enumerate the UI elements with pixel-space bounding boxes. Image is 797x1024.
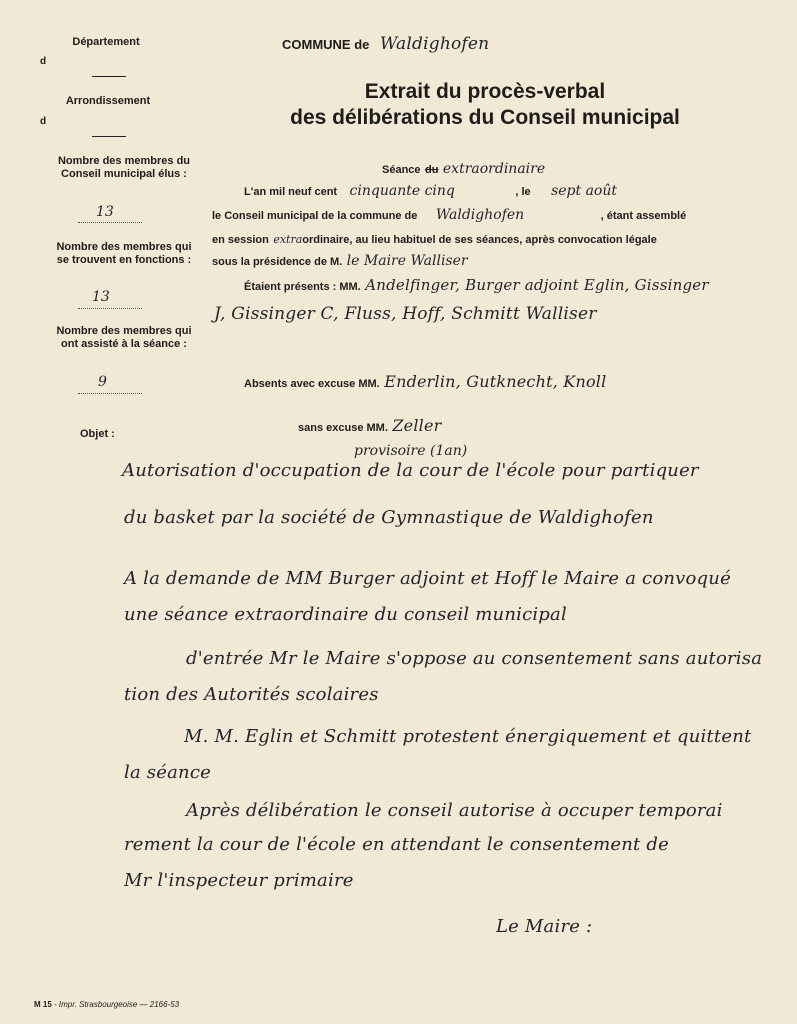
en-fonctions-label: Nombre des membres qui se trouvent en fonctions : <box>56 241 192 266</box>
arrondissement-rule <box>92 136 126 137</box>
presents-line-1: Andelfinger, Burger adjoint Eglin, Gissinger <box>365 276 709 294</box>
objet-label: Objet : <box>80 428 115 440</box>
body-line-5: d'entrée Mr le Maire s'oppose au consentement sans autorisa <box>186 648 763 669</box>
year-line <box>244 182 617 200</box>
page-title <box>245 79 725 131</box>
assiste-rule <box>78 393 142 394</box>
arrondissement-prefix: d <box>40 116 47 127</box>
session-rest: ordinaire, au lieu habituel de ses séances, après convocation légale <box>302 234 657 246</box>
title-line-2: des délibérations du Conseil municipal <box>290 106 680 129</box>
presents-label: Étaient présents : MM. <box>244 281 361 293</box>
departement-prefix: d <box>40 56 47 67</box>
body-line-11: Mr l'inspecteur primaire <box>124 870 354 891</box>
body-line-3: A la demande de MM Burger adjoint et Hoff le Maire a convoqué <box>124 568 731 589</box>
footer-code: M 15 <box>34 1000 52 1009</box>
departement-rule <box>92 76 126 77</box>
body-line-8: la séance <box>124 762 211 783</box>
body-line-9: Après délibération le conseil autorise à occuper temporai <box>186 800 723 821</box>
footer <box>34 1000 179 1009</box>
seance-value: extraordinaire <box>442 161 546 177</box>
presents-line-2: J, Gissinger C, Fluss, Hoff, Schmitt Walliser <box>214 304 597 324</box>
seance-line <box>382 160 545 178</box>
conseil-commune-value: Waldighofen <box>435 207 525 223</box>
seance-struck: du <box>424 164 439 176</box>
insert-note: provisoire (1an) <box>354 443 468 459</box>
body-line-4: une séance extraordinaire du conseil municipal <box>124 604 567 625</box>
an-label: L'an mil neuf cent <box>244 186 338 198</box>
absents-value: Enderlin, Gutknecht, Knoll <box>384 372 607 391</box>
date-value: sept août <box>551 183 618 199</box>
assiste-value: 9 <box>98 374 107 390</box>
session-line <box>212 230 657 248</box>
session-label: en session <box>212 234 269 246</box>
sans-label: sans excuse MM. <box>298 422 388 434</box>
assiste-label: Nombre des membres qui ont assisté à la séance : <box>56 325 192 350</box>
elus-rule <box>78 222 142 223</box>
commune-label: COMMUNE de <box>282 37 370 52</box>
body-line-1: Autorisation d'occupation de la cour de l'école pour partiquer <box>122 460 699 481</box>
commune-value: Waldighofen <box>379 34 490 54</box>
departement-label: Département <box>72 36 140 48</box>
presents-line <box>244 276 709 295</box>
year-value: cinquante cinq <box>349 183 455 199</box>
absents-line <box>244 372 606 392</box>
elus-label: Nombre des membres du Conseil municipal élus : <box>57 155 191 180</box>
body-line-10: rement la cour de l'école en attendant le consentement de <box>124 834 669 855</box>
signature-line: Le Maire : <box>496 916 593 937</box>
en-fonctions-rule <box>78 308 142 309</box>
presidence-label: sous la présidence de M. <box>212 256 343 268</box>
body-line-7: M. M. Eglin et Schmitt protestent énergiquement et quittent <box>184 726 752 747</box>
session-value: extra <box>273 233 303 246</box>
en-fonctions-value: 13 <box>92 289 110 305</box>
elus-value: 13 <box>96 204 114 220</box>
footer-imprint: - Impr. Strasbourgeoise — 2166-53 <box>54 1000 180 1009</box>
absents-label: Absents avec excuse MM. <box>244 378 380 390</box>
sans-value: Zeller <box>392 416 442 435</box>
commune-line <box>282 34 489 54</box>
presidence-value: le Maire Walliser <box>346 253 468 269</box>
arrondissement-label: Arrondissement <box>65 95 151 107</box>
presidence-line <box>212 252 468 270</box>
body-line-2: du basket par la société de Gymnastique de Waldighofen <box>124 507 654 528</box>
conseil-line <box>212 206 686 224</box>
sans-excuse-line <box>298 416 441 436</box>
le-label: , le <box>515 186 531 198</box>
conseil-label: le Conseil municipal de la commune de <box>212 210 418 222</box>
assembled-label: , étant assemblé <box>600 210 687 222</box>
title-line-1: Extrait du procès-verbal <box>364 80 606 103</box>
seance-label: Séance <box>382 164 421 176</box>
body-line-6: tion des Autorités scolaires <box>124 684 379 705</box>
